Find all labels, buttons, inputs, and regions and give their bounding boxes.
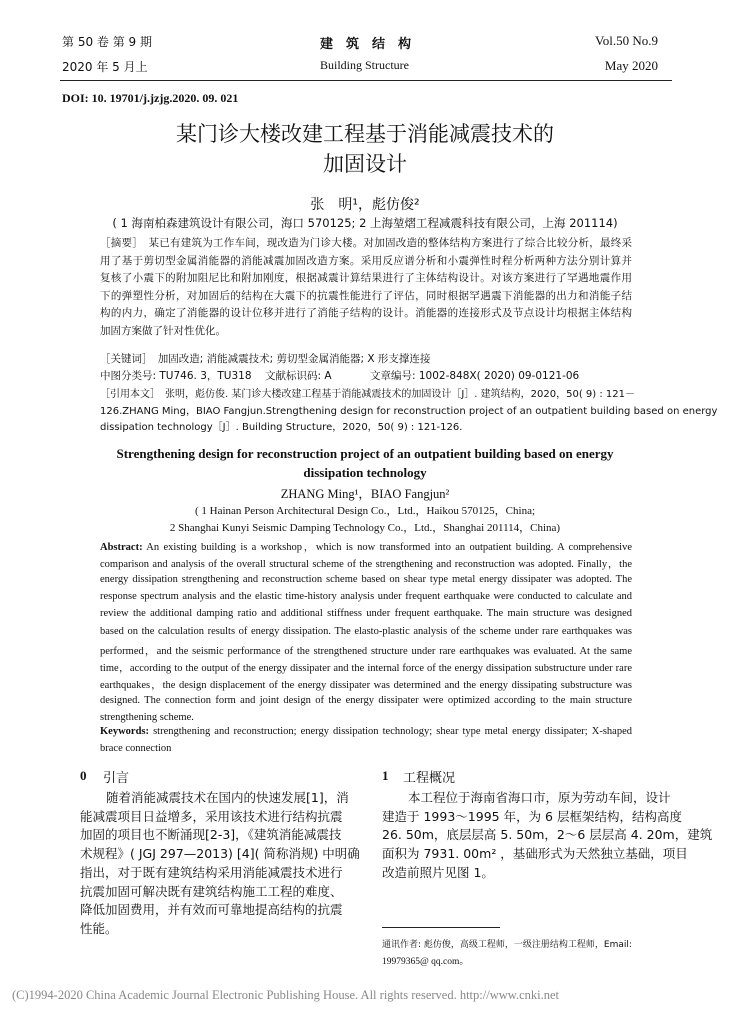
section-0-title: 引言 — [103, 771, 130, 786]
paragraph-line: 降低加固费用，并有效而可靠地提高结构的抗震 — [80, 902, 343, 918]
clc-number: 中图分类号: TU746. 3，TU318 — [100, 370, 252, 382]
abstract-en-line — [100, 539, 632, 554]
author-email: 19979365@ qq.com。 — [382, 957, 469, 967]
affiliation-en-2: 2 Shanghai Kunyi Seismic Damping Technology Co.，Ltd.，Shanghai 201114，China) — [169, 522, 561, 534]
paragraph-line: 能减震项目日益增多，采用该技术进行结构抗震 — [80, 808, 343, 824]
paragraph-line: 本工程位于海南省海口市，原为劳动车间，设计 — [408, 790, 671, 805]
keywords-text: strengthening and reconstruction; energy dissipation technology; shear type metal energy dissipater; X-shaped — [149, 726, 632, 737]
paragraph-line: 建造于 1993～1995 年，为 6 层框架结构，结构高度 — [382, 808, 682, 824]
authors-cn: 张 明¹，彪仿俊² — [310, 197, 420, 213]
document-code: 文献标识码: A — [265, 370, 332, 382]
keywords-en-line: brace connection — [100, 743, 172, 755]
volume-issue: 第 50 卷 第 9 期 — [62, 35, 152, 49]
abstract-en-line: energy dissipation strengthening and reconstruction scheme based on shear type metal energy dissipater was adopted. The — [100, 573, 632, 585]
section-1-number: 1 — [382, 768, 389, 783]
abstract-en-line: performed，and the seismic performance of the strengthened structure under rare earthquakes was evaluated. At the same — [100, 645, 632, 657]
affiliation-en-1: ( 1 Hainan Person Architectural Design Co.，Ltd.，Haikou 570125，China; — [194, 505, 536, 517]
paragraph-line: 面积为 7931. 00m² ，基础形式为天然独立基础，项目 — [382, 846, 688, 862]
abstract-en-line: response spectrum analysis and the elastic time-history analysis under frequent earthquake were conducted to calculate and — [100, 590, 632, 602]
title-en-line-2: dissipation technology — [303, 465, 427, 480]
text-line: dissipation technology［J］. Building Structure，2020，50( 9) : 121-126. — [100, 422, 463, 433]
volume-en: Vol.50 No.9 — [595, 33, 658, 48]
abstract-en-line: comparison and analysis of the overall structural scheme of the strengthening and reconstruction was adopted. Finally，the — [100, 559, 632, 571]
text-line: 加固方案做了针对性优化。 — [100, 325, 226, 337]
paragraph-line: 改造前照片见图 1。 — [382, 864, 494, 880]
paragraph-line: 抗震加固可解决既有建筑结构施工工程的难度、 — [80, 883, 343, 899]
journal-name-en: Building Structure — [320, 58, 409, 72]
footnote-rule — [382, 927, 500, 928]
text-line: 复核了小震下的附加阻尼比和附加刚度，根据减震计算结果进行了主体结构设计。对该方案进行了罕遇地震作用 — [100, 272, 632, 285]
title-line-2: 加固设计 — [323, 152, 407, 176]
abstract-en-line: time，according to the output of the energy dissipater and the internal force of the energy dissipation substructure under rare — [100, 663, 632, 675]
title-line-1: 某门诊大楼改建工程基于消能减震技术的 — [176, 122, 554, 146]
date-en: May 2020 — [604, 58, 658, 73]
authors-en: ZHANG Ming¹，BIAO Fangjun² — [280, 487, 450, 501]
keywords-en-line — [100, 726, 632, 737]
watermark: (C)1994-2020 China Academic Journal Electronic Publishing House. All rights reserved. http://www.cnki.net — [12, 988, 560, 1002]
paragraph-line: 性能。 — [80, 920, 118, 936]
title-en-line-1: Strengthening design for reconstruction project of an outpatient building based on energy — [116, 446, 614, 461]
text-line: 下的弹塑性分析，对加固后的结构在大震下的抗震性能进行了评估，同时根据罕遇震下消能器的出力和消能子结 — [100, 289, 632, 302]
text-line: 构的内力，确定了消能器的设计位移并进行了消能子结构的设计。消能器的连接形式及节点设计均根据主体结构 — [100, 307, 632, 320]
doi: DOI: 10. 19701/j.jzjg.2020. 09. 021 — [62, 91, 239, 105]
keywords-label: Keywords: — [100, 726, 149, 737]
header-rule — [60, 80, 672, 81]
abstract-en-line: strengthening scheme. — [100, 712, 194, 723]
text-line: 126.ZHANG Ming，BIAO Fangjun.Strengthening design for reconstruction project of an outpatient building based on energy — [100, 405, 718, 417]
affiliation-cn: ( 1 海南柏森建筑设计有限公司，海口 570125; 2 上海堃熠工程减震科技有限公司，上海 201114) — [112, 216, 618, 230]
section-0-number: 0 — [80, 768, 87, 783]
text-line: ［摘要］ 某已有建筑为工作车间，现改造为门诊大楼。对加固改造的整体结构方案进行了综合比较分析，最终采 — [100, 237, 632, 249]
abstract-en-line: earthquakes，the design displacement of the energy dissipater was determined and the energy dissipating substructure was — [100, 680, 632, 692]
paragraph-line: 术规程》( JGJ 297—2013) [4]( 简称消规) 中明确 — [80, 846, 360, 862]
keywords-cn: ［关键词］ 加固改造; 消能减震技术; 剪切型金属消能器; X 形支撑连接 — [100, 353, 431, 365]
issue-date: 2020 年 5 月上 — [62, 60, 148, 74]
paragraph-line: 加固的项目也不断涌现[2-3]，《建筑消能减震技 — [80, 827, 342, 843]
abstract-en-line: review the additional damping ratio and additional stiffness under frequent earthquake. The main structure was designed — [100, 608, 632, 620]
section-1-title: 工程概况 — [403, 771, 456, 786]
text-line: 用了基于剪切型金属消能器的消能减震加固改造方案。采用反应谱分析和小震弹性时程分析两种方法分别计算并 — [100, 254, 632, 267]
abstract-text: An existing building is a workshop，which is now transformed into an outpatient building. A comprehensive — [142, 542, 632, 553]
text-line: ［引用本文］ 张明，彪仿俊. 某门诊大楼改建工程基于消能减震技术的加固设计［J］. 建筑结构，2020，50( 9) : 121－ — [100, 389, 635, 400]
journal-name-cn: 建 筑 结 构 — [320, 37, 412, 52]
abstract-en-line: designed. The connection form and joint design of the energy dissipater were optimized according to the main structure — [100, 694, 632, 706]
abstract-label: Abstract: — [100, 542, 143, 553]
article-number: 文章编号: 1002-848X( 2020) 09-0121-06 — [370, 370, 580, 382]
paragraph-line: 指出，对于既有建筑结构采用消能减震技术进行 — [80, 864, 343, 880]
paragraph-line: 26. 50m，底层层高 5. 50m，2～6 层层高 4. 20m，建筑 — [382, 827, 713, 843]
corresponding-author: 通讯作者: 彪仿俊，高级工程师，一级注册结构工程师，Email: — [382, 940, 632, 950]
abstract-en-line: based on the calculation results of energy dissipation. The elasto-plastic analysis of the scheme under rare earthquakes was — [100, 625, 632, 637]
paragraph-line: 随着消能减震技术在国内的快速发展[1]，消 — [106, 790, 349, 805]
